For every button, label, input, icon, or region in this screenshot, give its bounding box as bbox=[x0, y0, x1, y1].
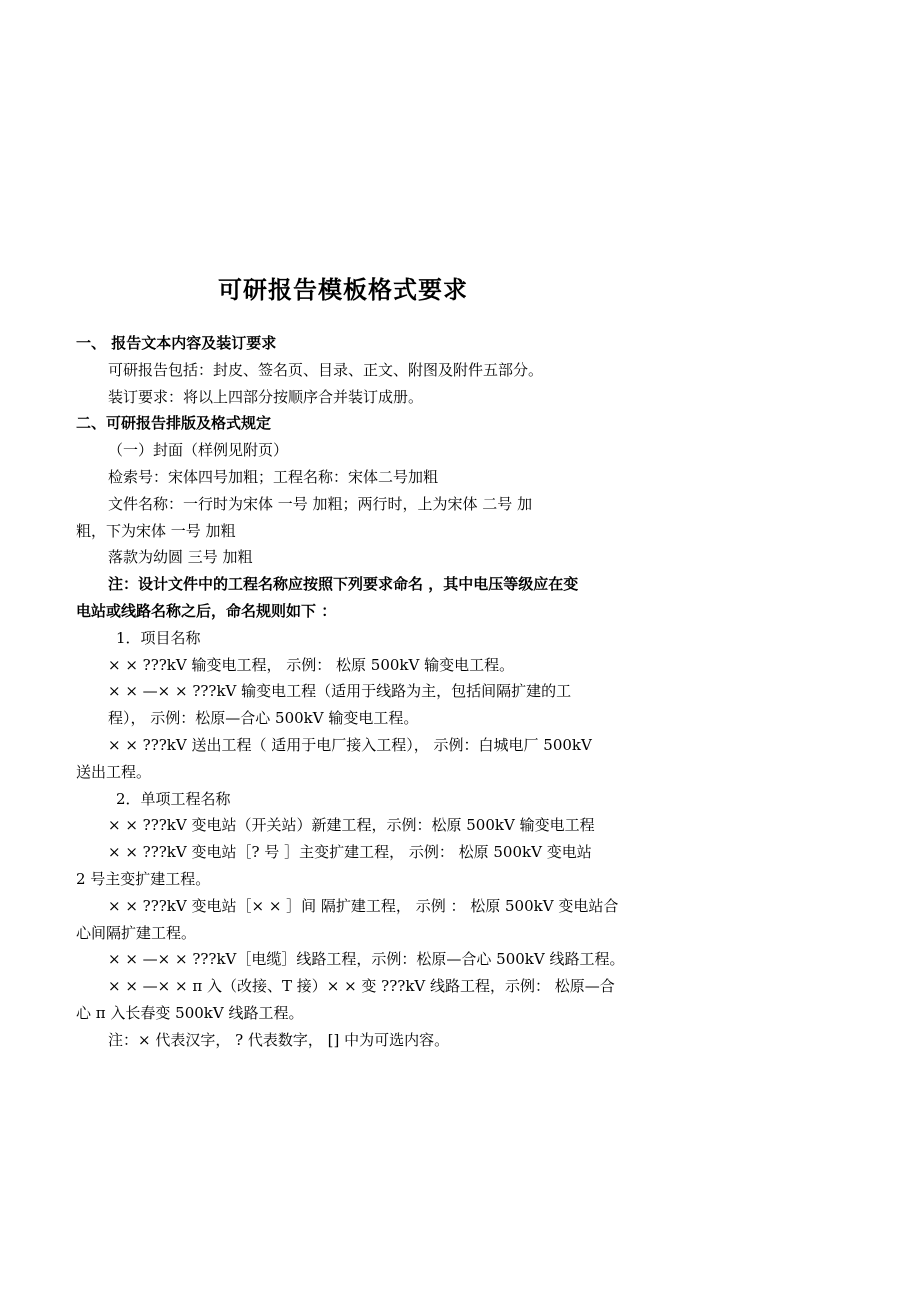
rule-line: 送出工程。 bbox=[76, 762, 152, 781]
section-heading-2: 二、可研报告排版及格式规定 bbox=[76, 414, 272, 433]
rule-line: × × —× × ???kV［电缆］线路工程，示例：松原—合心 500kV 线路工程。 bbox=[108, 950, 625, 969]
rule-line: × × ???kV 变电站［× × ］间 隔扩建工程， 示例 ： 松原 500kV 变电站合 bbox=[108, 896, 619, 915]
rule-line: × × ???kV 输变电工程， 示例： 松原 500kV 输变电工程。 bbox=[108, 655, 515, 674]
paragraph-line: 粗，下为宋体 一号 加粗 bbox=[76, 521, 236, 540]
rule-line: 心间隔扩建工程。 bbox=[76, 923, 197, 942]
list-heading: 1．项目名称 bbox=[116, 628, 201, 647]
rule-line: × × —× × ???kV 输变电工程（适用于线路为主，包括间隔扩建的工 bbox=[108, 682, 572, 701]
rule-line: × × —× × π 入（改接、T 接）× × 变 ???kV 线路工程，示例： 松原—合 bbox=[108, 977, 615, 996]
section-heading-1: 一、 报告文本内容及装订要求 bbox=[76, 334, 277, 352]
paragraph-line: 落款为幼圆 三号 加粗 bbox=[108, 548, 253, 567]
list-heading: 2．单项工程名称 bbox=[116, 789, 231, 808]
rule-line: 程）， 示例：松原—合心 500kV 输变电工程。 bbox=[108, 709, 419, 728]
paragraph-line: 可研报告包括：封皮、签名页、目录、正文、附图及附件五部分。 bbox=[108, 360, 544, 379]
rule-line: 心 π 入长春变 500kV 线路工程。 bbox=[76, 1003, 304, 1022]
document-title: 可研报告模板格式要求 bbox=[218, 275, 468, 304]
subsection-heading: （一）封面（样例见附页） bbox=[108, 441, 289, 460]
rule-line: × × ???kV 变电站（开关站）新建工程，示例：松原 500kV 输变电工程 bbox=[108, 816, 595, 835]
rule-line: × × ???kV 变电站［? 号 ］主变扩建工程， 示例： 松原 500kV 变电站 bbox=[108, 843, 592, 862]
footnote-line: 注：× 代表汉字， ? 代表数字， [] 中为可选内容。 bbox=[108, 1030, 450, 1049]
paragraph-line: 装订要求：将以上四部分按顺序合并装订成册。 bbox=[108, 387, 424, 406]
paragraph-line: 检索号：宋体四号加粗；工程名称：宋体二号加粗 bbox=[108, 467, 439, 486]
rule-line: 2 号主变扩建工程。 bbox=[76, 869, 211, 888]
document-body bbox=[76, 330, 624, 1054]
paragraph-line: 文件名称：一行时为宋体 一号 加粗；两行时，上为宋体 二号 加 bbox=[108, 494, 533, 513]
note-line: 注：设计文件中的工程名称应按照下列要求命名 ，其中电压等级应在变 bbox=[108, 575, 579, 594]
rule-line: × × ???kV 送出工程（ 适用于电厂接入工程）， 示例：白城电厂 500kV bbox=[108, 735, 592, 754]
note-line: 电站或线路名称之后，命名规则如下 ： bbox=[76, 601, 337, 620]
